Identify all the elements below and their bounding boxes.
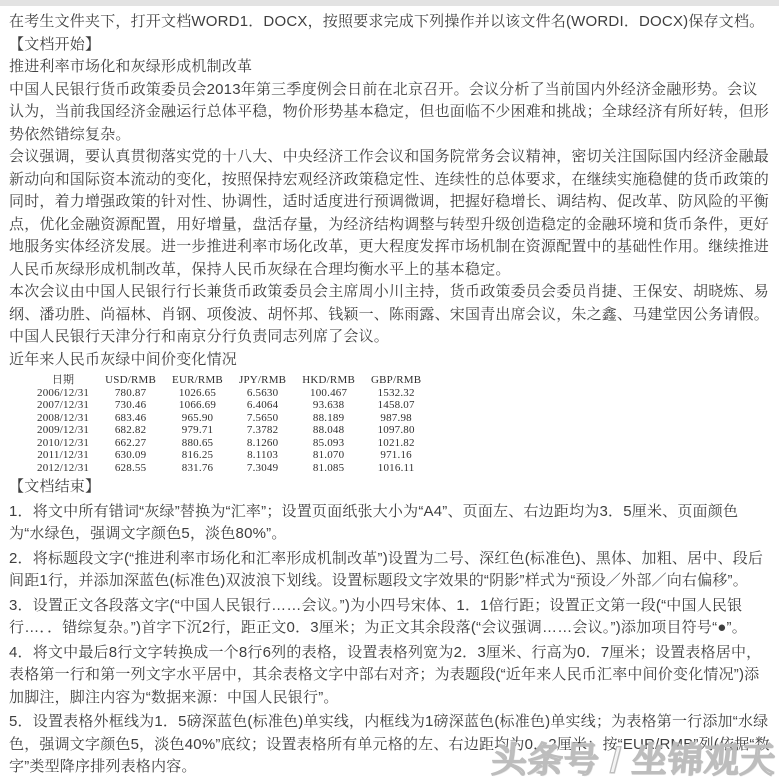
table-cell: 8.1103 <box>247 449 279 461</box>
watermark-text: 头条号 / 坐锦观天 <box>490 741 778 780</box>
table-cell: 1097.80 <box>377 424 415 436</box>
table-cell: 662.27 <box>114 436 147 449</box>
table-header-cell: GBP/RMB <box>370 374 422 386</box>
exam-question-page <box>0 6 779 779</box>
table-cell: 85.093 <box>312 436 345 449</box>
table-cell: 2012/12/31 <box>37 461 90 474</box>
table-caption: 近年来人民币灰绿中间价变化情况 <box>9 350 238 368</box>
table-cell: 7.3049 <box>246 461 279 474</box>
table-cell: 88.189 <box>312 411 345 424</box>
table-cell: 93.638 <box>312 399 345 411</box>
table-row <box>29 449 429 462</box>
instruction-item-3: 3．设置正文各段落文字(“中国人民银行……会议。”)为小四号宋体、1．1倍行距；设置正文第一段(“中国人民银行…．．错综复杂。”)首字下沉2行，距正文0．3厘米；为正文其余段落(“会议强调……会议。”)添加项目符号“●”。 <box>9 596 747 636</box>
exchange-rate-table <box>29 374 429 474</box>
table-row <box>29 437 429 450</box>
table-header-cell: JPY/RMB <box>238 374 287 386</box>
table-cell: 1066.69 <box>178 399 217 411</box>
table-cell: 2011/12/31 <box>37 449 89 461</box>
table-cell: 1021.82 <box>377 436 415 449</box>
table-cell: 7.3782 <box>246 424 279 436</box>
table-cell: 831.76 <box>181 461 214 474</box>
table-cell: 780.87 <box>114 386 147 399</box>
document-title: 推进利率市场化和灰绿形成机制改革 <box>9 58 253 75</box>
intro-line: 在考生文件夹下，打开文档WORD1．DOCX，按照要求完成下列操作并以该文件名(WORDI．DOCX)保存文档。 <box>9 13 765 30</box>
table-cell: 8.1260 <box>246 436 279 449</box>
table-row <box>29 424 429 437</box>
doc-start-marker: 【文档开始】 <box>9 35 101 53</box>
table-row <box>29 412 429 425</box>
table-cell: 6.5630 <box>246 386 279 399</box>
table-header-cell: HKD/RMB <box>302 374 355 386</box>
table-cell: 2007/12/31 <box>37 399 90 411</box>
table-header-cell: EUR/RMB <box>172 374 223 386</box>
table-row <box>29 399 429 412</box>
table-row <box>29 462 429 475</box>
table-cell: 1458.07 <box>377 399 415 411</box>
doc-end-marker: 【文档结束】 <box>9 478 101 495</box>
table-header-cell: 日期 <box>51 374 75 386</box>
table-cell: 971.16 <box>380 449 412 461</box>
document-paragraph-1: 中国人民银行货币政策委员会2013年第三季度例会日前在北京召开。会议分析了当前国内外经济金融形势。会议认为，当前我国经济金融运行总体平稳，物价形势基本稳定，但也面临不少困难和挑战；全球经济有所好转，但形势依然错综复杂。 <box>9 80 770 143</box>
table-cell: 965.90 <box>181 411 214 424</box>
instruction-item-1: 1．将文中所有错词“灰绿”替换为“汇率”；设置页面纸张大小为“A4”、页面左、右边距均为3．5厘米、页面颜色为“水绿色，强调文字颜色5，淡色80%”。 <box>9 502 739 542</box>
table-row <box>29 387 429 400</box>
table-cell: 7.5650 <box>246 411 279 424</box>
table-cell: 979.71 <box>181 424 214 436</box>
table-cell: 628.55 <box>114 461 147 474</box>
table-cell: 81.070 <box>312 449 345 461</box>
table-cell: 81.085 <box>312 461 345 474</box>
exchange-rate-table-body <box>29 387 429 475</box>
instruction-item-5: 5．设置表格外框线为1．5磅深蓝色(标准色)单实线，内框线为1磅深蓝色(标准色)单实线；为表格第一行添加“水绿色，强调文字颜色5，淡色40%”底纹；设置表格所有单元格的左、右边距均为0．2厘米；按“EUR/RMB”列(依据“数字”类型降序排列表格内容。 <box>9 713 770 775</box>
table-cell: 630.09 <box>114 449 147 461</box>
instruction-item-2: 2．将标题段文字(“推进利率市场化和汇率形成机制改革”)设置为二号、深红色(标准色)、黑体、加粗、居中、段后间距1行，并添加深蓝色(标准色)双波浪下划线。设置标题段文字效果的“阴影”样式为“预设／外部／向右偏移”。 <box>9 549 764 589</box>
table-cell: 682.82 <box>114 424 147 436</box>
table-cell: 816.25 <box>181 449 214 461</box>
document-body <box>9 56 770 474</box>
table-cell: 2006/12/31 <box>37 386 90 399</box>
table-cell: 6.4064 <box>246 399 279 411</box>
document-paragraph-3: 本次会议由中国人民银行行长兼货币政策委员会主席周小川主持，货币政策委员会委员肖捷、王保安、胡晓炼、易纲、潘功胜、尚福林、肖钢、项俊波、胡怀邦、钱颖一、陈雨露、宋国青出席会议，朱之鑫、马建堂因公务请假。中国人民银行天津分行和南京分行负责同志列席了会议。 <box>9 283 770 345</box>
table-header-cell: USD/RMB <box>105 374 157 386</box>
table-header-row <box>29 374 429 387</box>
table-cell: 100.467 <box>310 386 348 399</box>
table-cell: 2009/12/31 <box>37 424 90 436</box>
exchange-rate-table-head <box>29 374 429 387</box>
document-paragraph-2: 会议强调，要认真贯彻落实党的十八大、中央经济工作会议和国务院常务会议精神，密切关注国际国内经济金融最新动向和国际资本流动的变化，按照保持宏观经济政策稳定性、连续性的总体要求，在继续实施稳健的货币政策的同时，着力增强政策的针对性、协调性，适时适度进行预调微调，把握好稳增长、调结构、促改革、防风险的平衡点，优化金融资源配置，用好增量，盘活存量，为经济结构调整与转型升级创造稳定的金融环境和货币条件，更好地服务实体经济发展。进一步推进利率市场化改革，更大程度发挥市场机制在资源配置中的基础性作用。继续推进人民币灰绿形成机制改革，保持人民币灰绿在合理均衡水平上的基本稳定。 <box>9 148 770 278</box>
table-cell: 730.46 <box>114 399 147 411</box>
table-cell: 1016.11 <box>377 461 415 474</box>
table-cell: 2010/12/31 <box>37 436 90 449</box>
table-cell: 88.048 <box>312 424 345 436</box>
table-cell: 1026.65 <box>178 386 217 399</box>
table-cell: 880.65 <box>181 436 214 449</box>
table-cell: 1532.32 <box>377 386 415 399</box>
table-cell: 2008/12/31 <box>37 411 90 424</box>
instruction-item-4: 4．将文中最后8行文字转换成一个8行6列的表格，设置表格列宽为2．3厘米、行高为0．7厘米；设置表格居中，表格第一行和第一列文字水平居中，其余表格文字中部右对齐；为表题段(“近年来人民币汇率中间价变化情况”)添加脚注，脚注内容为“数据来源：中国人民银行”。 <box>9 643 762 706</box>
table-cell: 987.98 <box>380 411 412 424</box>
table-cell: 683.46 <box>114 411 147 424</box>
